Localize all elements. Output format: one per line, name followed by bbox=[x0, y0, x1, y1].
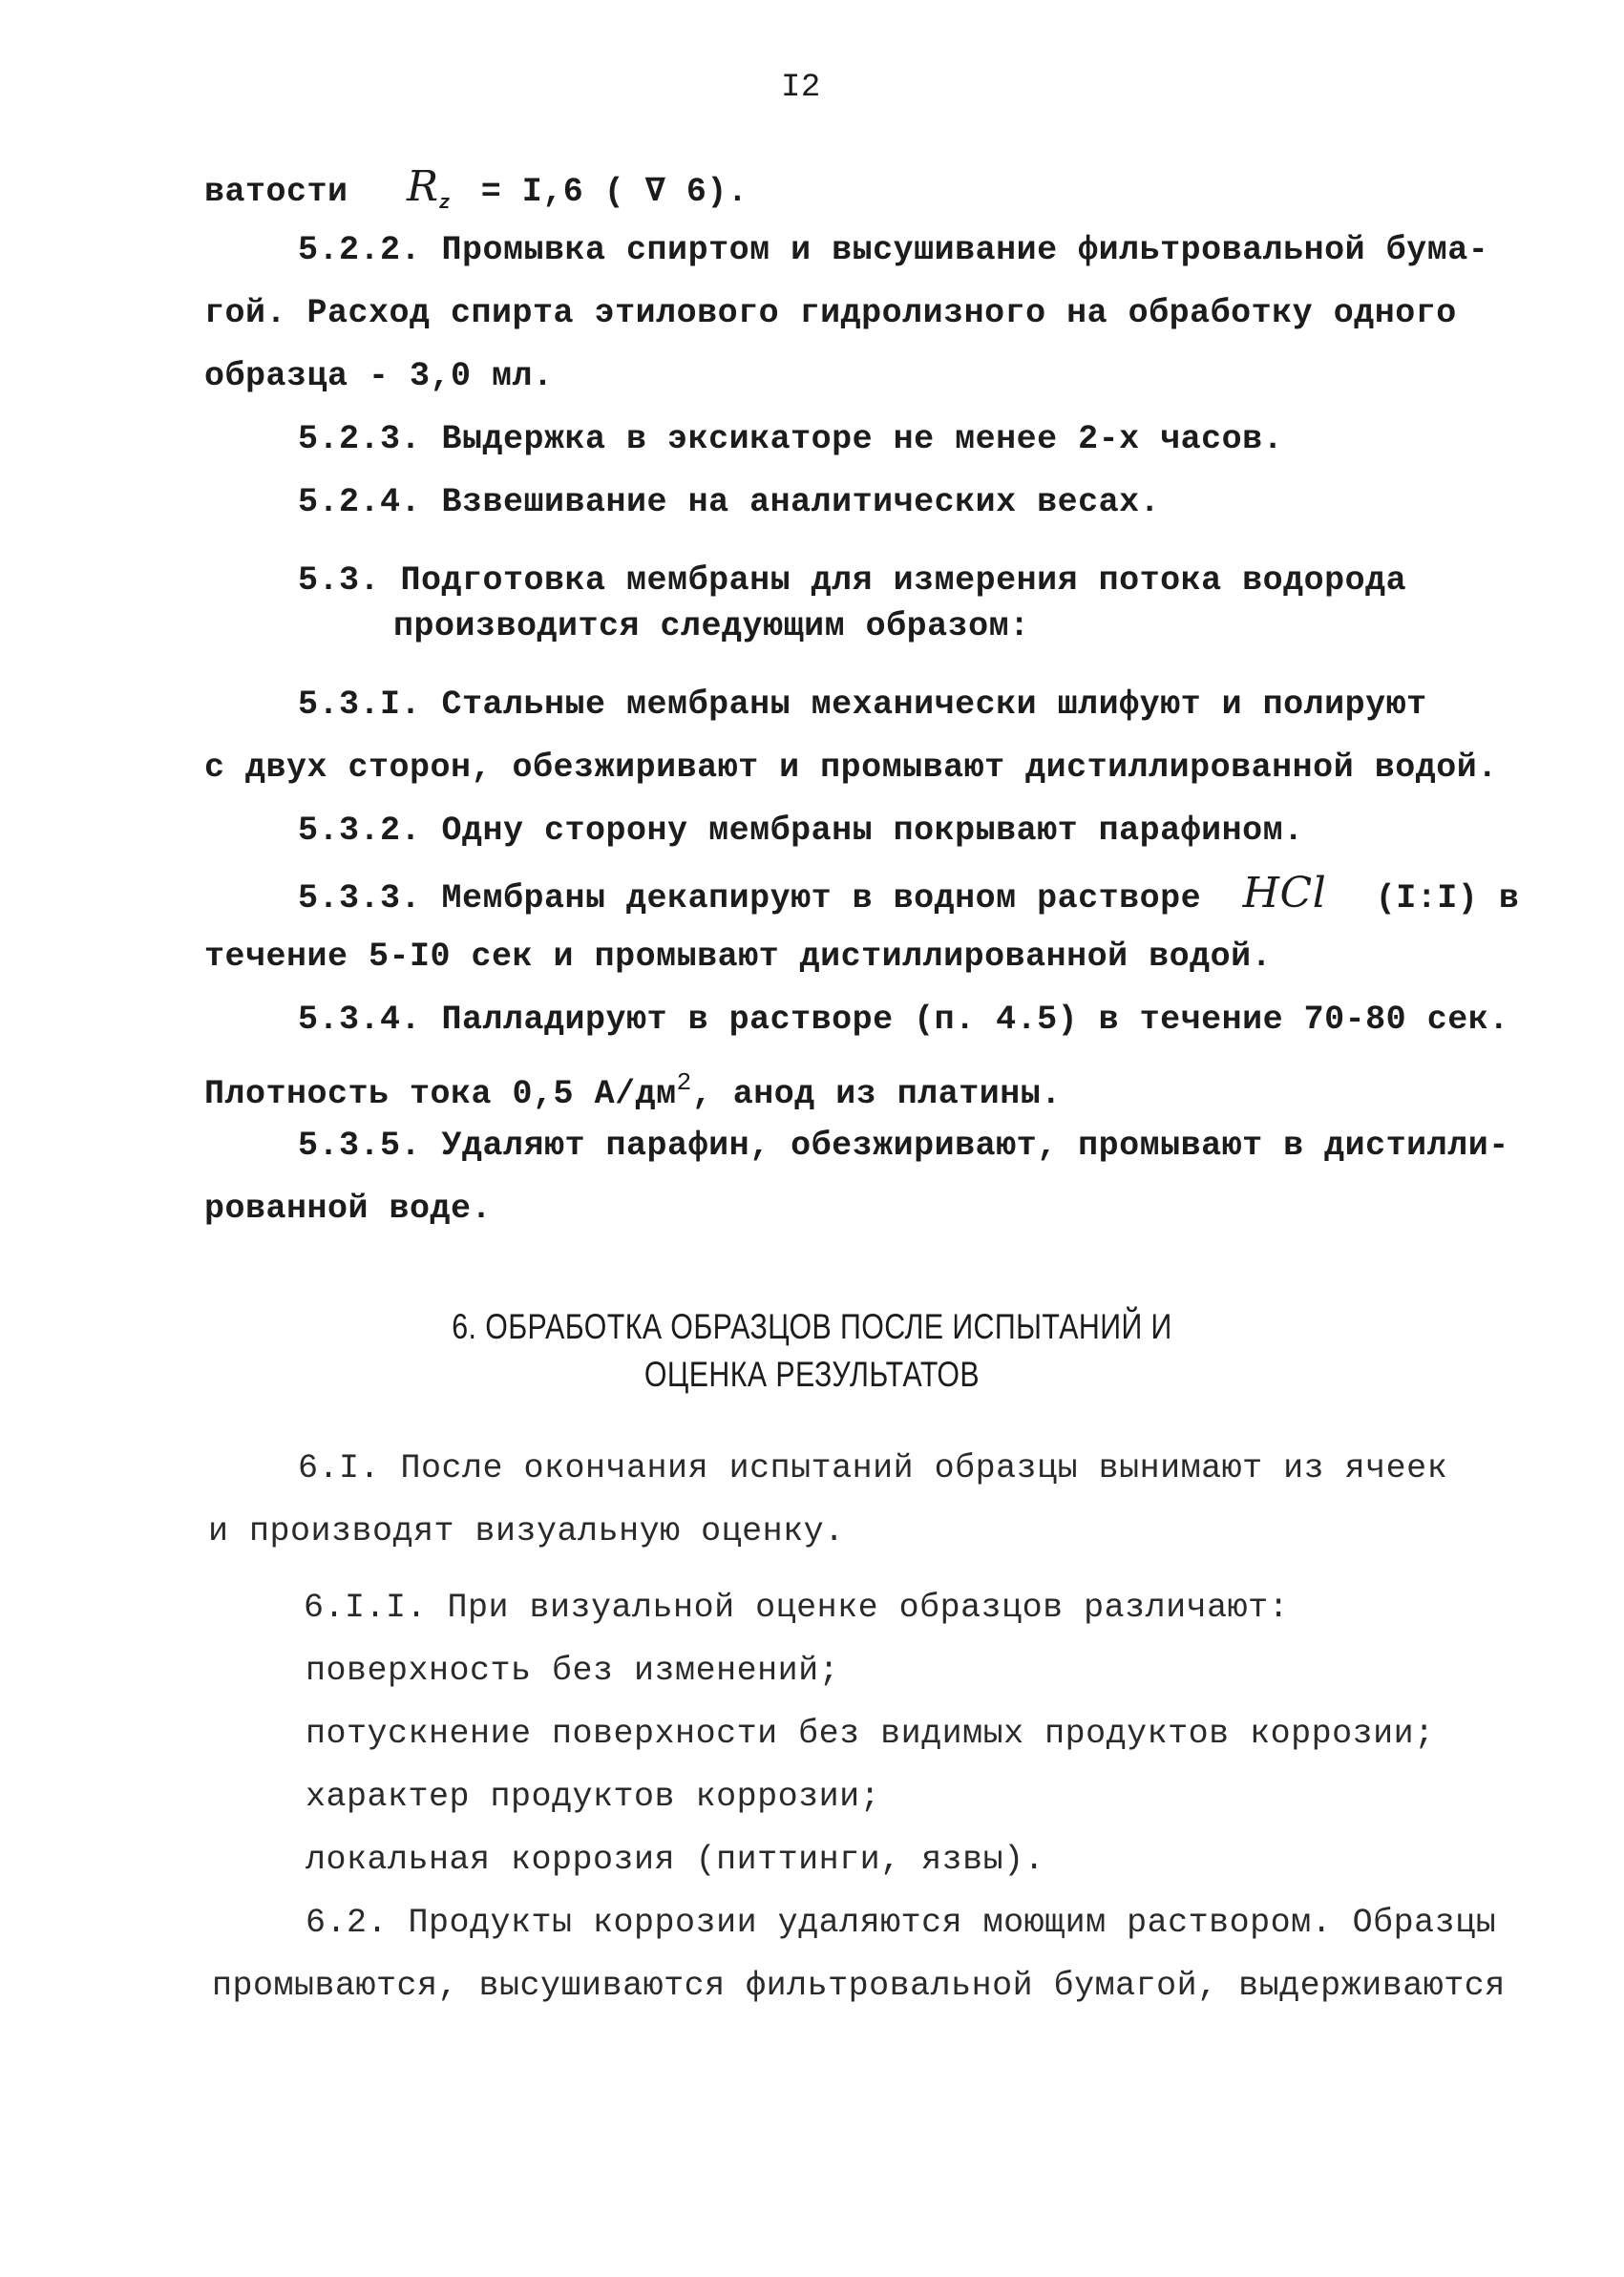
text-line: течение 5-I0 сек и промывают дистиллированной водой. bbox=[204, 938, 1273, 976]
formula-hcl: HCl bbox=[1242, 869, 1327, 917]
text-line bbox=[204, 162, 749, 223]
text-line: рованной воде. bbox=[204, 1190, 493, 1228]
superscript: 2 bbox=[676, 1068, 692, 1097]
text-line: производится следующим образом: bbox=[393, 607, 1030, 645]
section-heading: ОЦЕНКА РЕЗУЛЬТАТОВ bbox=[643, 1355, 981, 1394]
text-line: локальная коррозия (питтинги, язвы). bbox=[306, 1841, 1045, 1879]
text-fragment: 5.3.3. Мембраны декапируют в водном растворе bbox=[298, 879, 1202, 917]
text-line: 6.I.I. При визуальной оценке образцов различают: bbox=[304, 1589, 1290, 1627]
text-line: 6.I. После окончания испытаний образцы вынимают из ячеек bbox=[298, 1449, 1448, 1487]
text-line: 5.2.2. Промывка спиртом и высушивание фильтровальной бума- bbox=[298, 231, 1489, 269]
text-line: гой. Расход спирта этилового гидролизного на обработку одного bbox=[204, 294, 1457, 332]
text-line bbox=[298, 869, 1520, 917]
text-line: потускнение поверхности без видимых продуктов коррозии; bbox=[306, 1715, 1435, 1753]
text-line: 5.3.4. Палладируют в растворе (п. 4.5) в течение 70-80 сек. bbox=[298, 1001, 1509, 1039]
text-fragment: = I,6 ( ∇ 6). bbox=[480, 173, 749, 211]
text-line: 5.3.5. Удаляют парафин, обезжиривают, промывают в дистилли- bbox=[298, 1127, 1509, 1165]
text-line: 5.3.2. Одну сторону мембраны покрывают парафином. bbox=[298, 812, 1304, 850]
text-line: 5.3. Подготовка мембраны для измерения потока водорода bbox=[298, 561, 1407, 600]
text-line: 5.2.4. Взвешивание на аналитических весах. bbox=[298, 483, 1161, 521]
text-line: 5.3.I. Стальные мембраны механически шлифуют и полируют bbox=[298, 685, 1427, 724]
text-line: 5.2.3. Выдержка в эксикаторе не менее 2-х часов. bbox=[298, 420, 1284, 458]
text-line: характер продуктов коррозии; bbox=[306, 1778, 881, 1816]
text-line: 6.2. Продукты коррозии удаляются моющим раствором. Образцы bbox=[306, 1904, 1497, 1942]
text-fragment: (I:I) в bbox=[1375, 879, 1520, 917]
text-line bbox=[204, 1064, 1062, 1113]
text-fragment: , анод из платины. bbox=[691, 1075, 1062, 1113]
section-heading: 6. ОБРАБОТКА ОБРАЗЦОВ ПОСЛЕ ИСПЫТАНИЙ И bbox=[452, 1307, 1172, 1346]
text-fragment: ватости bbox=[204, 173, 348, 211]
text-line: образца - 3,0 мл. bbox=[204, 357, 554, 395]
text-line: и производят визуальную оценку. bbox=[208, 1512, 845, 1550]
roughness-symbol: R bbox=[407, 162, 439, 211]
text-fragment: Плотность тока 0,5 А/дм bbox=[204, 1075, 677, 1113]
text-line: поверхность без изменений; bbox=[306, 1652, 840, 1690]
roughness-subscript: z bbox=[438, 193, 452, 215]
text-line: с двух сторон, обезжиривают и промывают дистиллированной водой. bbox=[204, 748, 1498, 787]
text-line: промываются, высушиваются фильтровальной бумагой, выдерживаются bbox=[212, 1967, 1506, 2005]
page-number: I2 bbox=[781, 70, 821, 106]
